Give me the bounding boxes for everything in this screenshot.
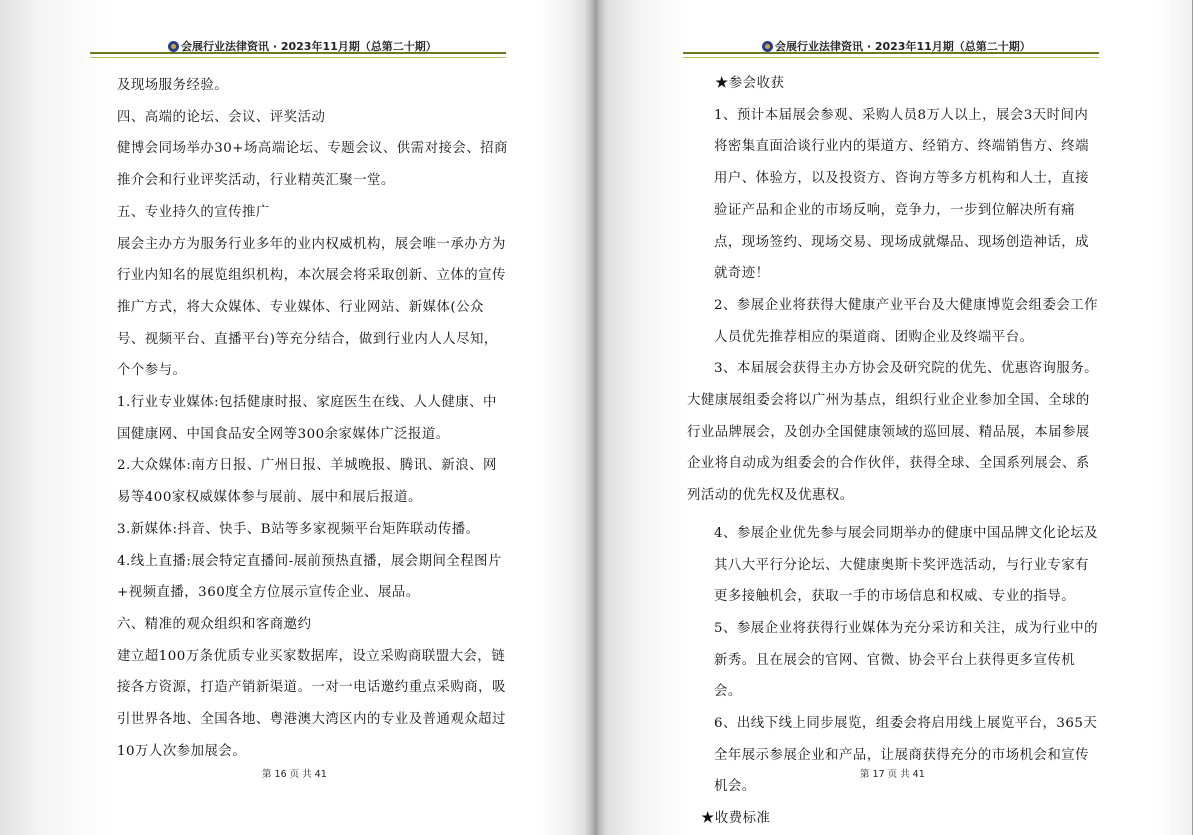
paragraph: 展会主办方为服务行业多年的业内权威机构，展会唯一承办方为行业内知名的展览组织机构，本次展会将采取创新、立体的宣传推广方式，将大众媒体、专业媒体、行业网站、新媒体(公众号、视频平台、直播平台)等充分结合，做到行业内人人尽知，个个参与。	[117, 236, 506, 379]
paragraph: 4、参展企业优先参与展会同期举办的健康中国品牌文化论坛及其八大平行分论坛、大健康奥斯卡奖评选活动，与行业专家有更多接触机会，获取一手的市场信息和权威、专业的指导。	[714, 525, 1099, 605]
list-item: 2.大众媒体:南方日报、广州日报、羊城晚报、腾讯、新浪、网易等400家权威媒体参与展前、展中和展后报道。	[117, 458, 497, 506]
left-body	[117, 70, 509, 767]
association-logo-icon	[168, 41, 179, 52]
section-heading: ★参会收获	[715, 76, 785, 91]
header-text: 会展行业法律资讯 · 2023年11月期（总第二十期）	[181, 40, 437, 53]
page-footer: 第 16 页 共 41	[262, 769, 327, 780]
section-heading: 六、精准的观众组织和客商邀约	[117, 616, 312, 632]
paragraph: 3、本届展会获得主办方协会及研究院的优先、优惠咨询服务。	[714, 361, 1099, 377]
right-page	[596, 0, 1192, 835]
section-heading: 五、专业持久的宣传推广	[117, 204, 270, 220]
list-item: 3.新媒体:抖音、快手、B站等多家视频平台矩阵联动传播。	[117, 521, 480, 537]
paragraph: 建立超100万条优质专业买家数据库，设立采购商联盟大会，链接各方资源，打造产销新渠道。一对一电话邀约重点采购商，吸引世界各地、全国各地、粤港澳大湾区内的专业及普通观众超过10万人次参加展会。	[117, 648, 506, 759]
paragraph: 5、参展企业将获得行业媒体为充分采访和关注，成为行业中的新秀。且在展会的官网、官微、协会平台上获得更多宣传机会。	[714, 620, 1099, 700]
left-page	[0, 0, 596, 835]
book-fold-shadow	[585, 0, 607, 835]
association-logo-icon	[762, 41, 773, 52]
page-footer: 第 17 页 共 41	[860, 769, 925, 780]
paragraph: 1、预计本届展会参观、采购人员8万人以上，展会3天时间内将密集直面洽谈行业内的渠道方、经销方、终端销售方、终端用户、体验方，以及投资方、咨询方等多方机构和人士，直接验证产品和企业的市场反响，竞争力，一步到位解决所有痛点，现场签约、现场交易、现场成就爆品、现场创造神话，成就奇迹！	[714, 107, 1090, 282]
paragraph: 及现场服务经验。	[117, 78, 229, 93]
header-rule	[90, 52, 506, 58]
paragraph: 大健康展组委会将以广州为基点，组织行业企业参加全国、全球的行业品牌展会，及创办全国健康领域的巡回展、精品展，本届参展企业将自动成为组委会的合作伙伴，获得全球、全国系列展会、系列活动的优先权及优惠权。	[687, 393, 1090, 504]
section-heading: 四、高端的论坛、会议、评奖活动	[117, 109, 326, 125]
paragraph: 6、出线下线上同步展览，组委会将启用线上展览平台，365天全年展示参展企业和产品，让展商获得充分的市场机会和宣传机会。	[714, 716, 1098, 795]
paragraph: 健博会同场举办30+场高端论坛、专题会议、供需对接会、招商推介会和行业评奖活动，行业精英汇聚一堂。	[117, 141, 508, 189]
right-body	[687, 68, 1099, 835]
list-item: 4.线上直播:展会特定直播间-展前预热直播，展会期间全程图片+视频直播，360度全方位展示宣传企业、展品。	[117, 553, 502, 601]
header-text: 会展行业法律资讯 · 2023年11月期（总第二十期）	[775, 40, 1031, 53]
section-heading: ★收费标准	[701, 811, 771, 827]
header-rule	[683, 52, 1099, 58]
paragraph: 2、参展企业将获得大健康产业平台及大健康博览会组委会工作人员优先推荐相应的渠道商、团购企业及终端平台。	[714, 297, 1099, 345]
list-item: 1.行业专业媒体:包括健康时报、家庭医生在线、人人健康、中国健康网、中国食品安全网等300余家媒体广泛报道。	[117, 395, 497, 442]
